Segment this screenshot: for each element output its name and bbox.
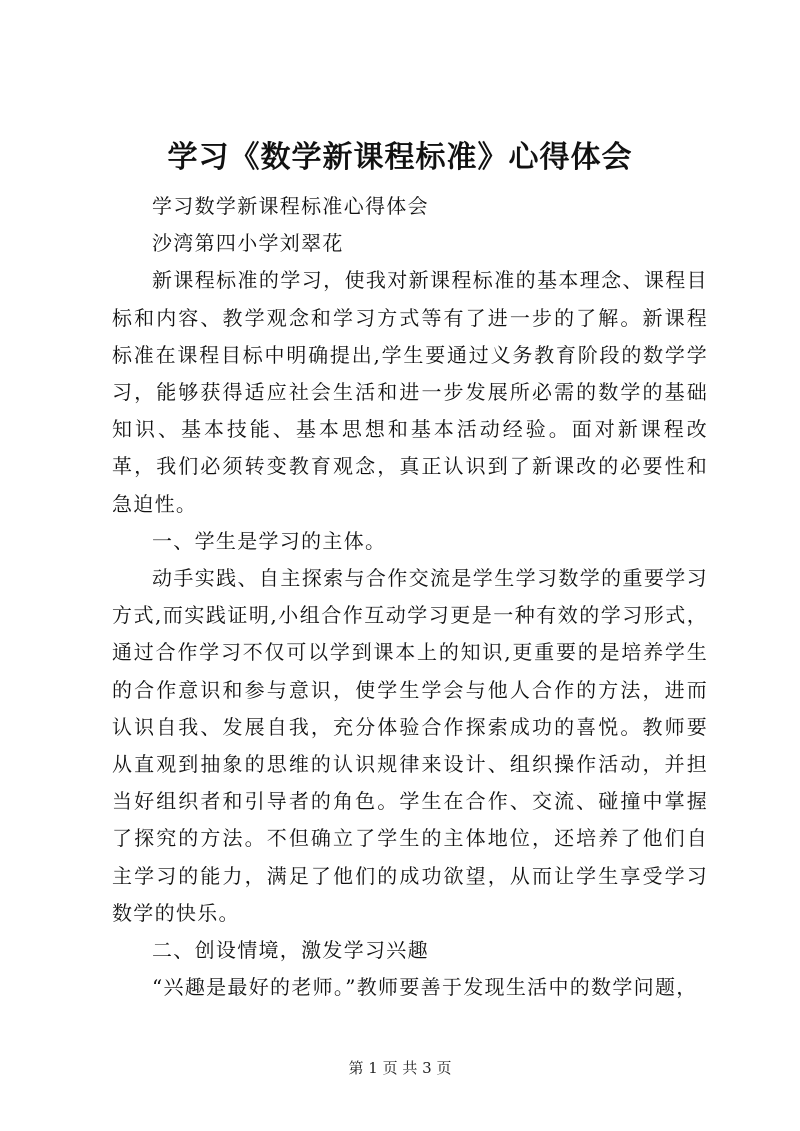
- document-title: 学习《数学新课程标准》心得体会: [167, 140, 633, 175]
- document-body: [112, 188, 708, 1006]
- body-paragraph: 动手实践、自主探索与合作交流是学生学习数学的重要学习方式,而实践证明,小组合作互动学习更是一种有效的学习形式，通过合作学习不仅可以学到课本上的知识,更重要的是培养学生的合作意识和参与意识，使学生学会与他人合作的方法，进而认识自我、发展自我，充分体验合作探索成功的喜悦。教师要从直观到抽象的思维的认识规律来设计、组织操作活动，并担当好组织者和引导者的角色。学生在合作、交流、碰撞中掌握了探究的方法。不但确立了学生的主体地位，还培养了他们自主学习的能力，满足了他们的成功欲望，从而让学生享受学习数学的快乐。: [112, 566, 708, 925]
- section-heading: 一、学生是学习的主体。: [152, 528, 387, 553]
- body-paragraph: 新课程标准的学习，使我对新课程标准的基本理念、课程目标和内容、教学观念和学习方式等有了进一步的了解。新课程标准在课程目标中明确提出,学生要通过义务教育阶段的数学学习，能够获得适应社会生活和进一步发展所必需的数学的基础知识、基本技能、基本思想和基本活动经验。面对新课程改革，我们必须转变教育观念，真正认识到了新课改的必要性和急迫性。: [112, 268, 708, 516]
- section-heading: 二、创设情境，激发学习兴趣: [152, 938, 429, 963]
- body-paragraph: “兴趣是最好的老师。”教师要善于发现生活中的数学问题，: [152, 975, 698, 1000]
- page-footer: 第 1 页 共 3 页: [348, 1059, 452, 1077]
- author-paragraph: 沙湾第四小学刘翠花: [152, 231, 344, 256]
- subtitle-paragraph: 学习数学新课程标准心得体会: [152, 194, 429, 218]
